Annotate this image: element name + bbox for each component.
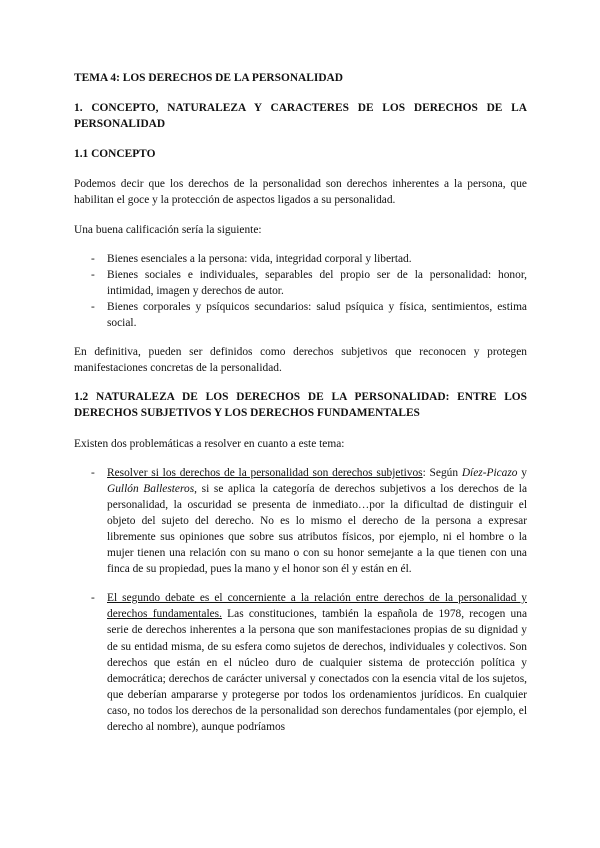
item2-underlined: El segundo debate es el concerniente a la relación entre derechos de la personalidad y derechos fundamentales. [107, 592, 527, 621]
item1-text-a: : Según [422, 466, 462, 479]
list-item: - Bienes esenciales a la persona: vida, integridad corporal y libertad. [74, 251, 527, 267]
definitiva-paragraph: En definitiva, pueden ser definidos como derechos subjetivos que reconocen y protegen manifestaciones concretas de la personalidad. [74, 346, 527, 375]
problematicas-paragraph: Existen dos problemáticas a resolver en cuanto a este tema: [74, 437, 345, 450]
section-1-2-heading: 1.2 NATURALEZA DE LOS DERECHOS DE LA PERSONALIDAD: ENTRE LOS DERECHOS SUBJETIVOS Y LOS DERECHOS FUNDAMENTALES [74, 391, 527, 420]
calificacion-paragraph: Una buena calificación sería la siguiente: [74, 223, 262, 236]
author-diez-picazo: Díez-Picazo [461, 466, 518, 479]
problematicas-list [74, 465, 527, 736]
list-item: - Bienes corporales y psíquicos secundarios: salud psíquica y física, sentimientos, estima social. [74, 299, 527, 331]
item2-text: Las constituciones, también la española de 1978, recogen una serie de derechos inherentes a la persona que son manifestaciones propias de su dignidad y de su entidad misma, de su esfera como sujetos de derechos, individuales y colectivos. Son derechos que están en el núcleo duro de cualquier sistema de protección política y democrática; derechos de carácter universal y conectados con la esencia vital de los sujetos, que deberían ampararse y protegerse por todos los ordenamientos jurídicos. En cualquier caso, no todos los derechos de la personalidad son derechos fundamentales (por ejemplo, el derecho al nombre), aunque podríamos [107, 608, 527, 733]
item1-text-c: , si se aplica la categoría de derechos subjetivos a los derechos de la personalidad, la oscuridad se presenta de inmediato…por la dificultad de distinguir el objeto del sujeto del derecho. No es lo mismo el derecho de la persona a expresar libremente sus opiniones que sobre sus atributos físicos, por ejemplo, ni el hombre o la mujer tienen una relación con su mano o con su honor semejante a la que tienen con una finca de su propiedad, pues la mano y el honor son él y están en él. [107, 482, 528, 576]
section-1-heading: 1. CONCEPTO, NATURALEZA Y CARACTERES DE LOS DERECHOS DE LA PERSONALIDAD [74, 102, 527, 131]
document-title: TEMA 4: LOS DERECHOS DE LA PERSONALIDAD [74, 72, 343, 84]
author-gullon-ballesteros: Gullón Ballesteros [107, 482, 195, 495]
list-item [74, 590, 527, 735]
intro-paragraph: Podemos decir que los derechos de la personalidad son derechos inherentes a la persona, que habilitan el goce y la protección de aspectos ligados a su personalidad. [74, 178, 527, 207]
document-body [74, 70, 527, 748]
list-item: - Bienes sociales e individuales, separables del propio ser de la personalidad: honor, intimidad, imagen y derechos de autor. [74, 267, 527, 299]
item1-text-b: y [517, 466, 527, 479]
item1-underlined: Resolver si los derechos de la personalidad son derechos subjetivos [107, 466, 423, 479]
list-item [74, 465, 527, 578]
bienes-list [74, 251, 527, 331]
section-1-1-heading: 1.1 CONCEPTO [74, 148, 156, 161]
